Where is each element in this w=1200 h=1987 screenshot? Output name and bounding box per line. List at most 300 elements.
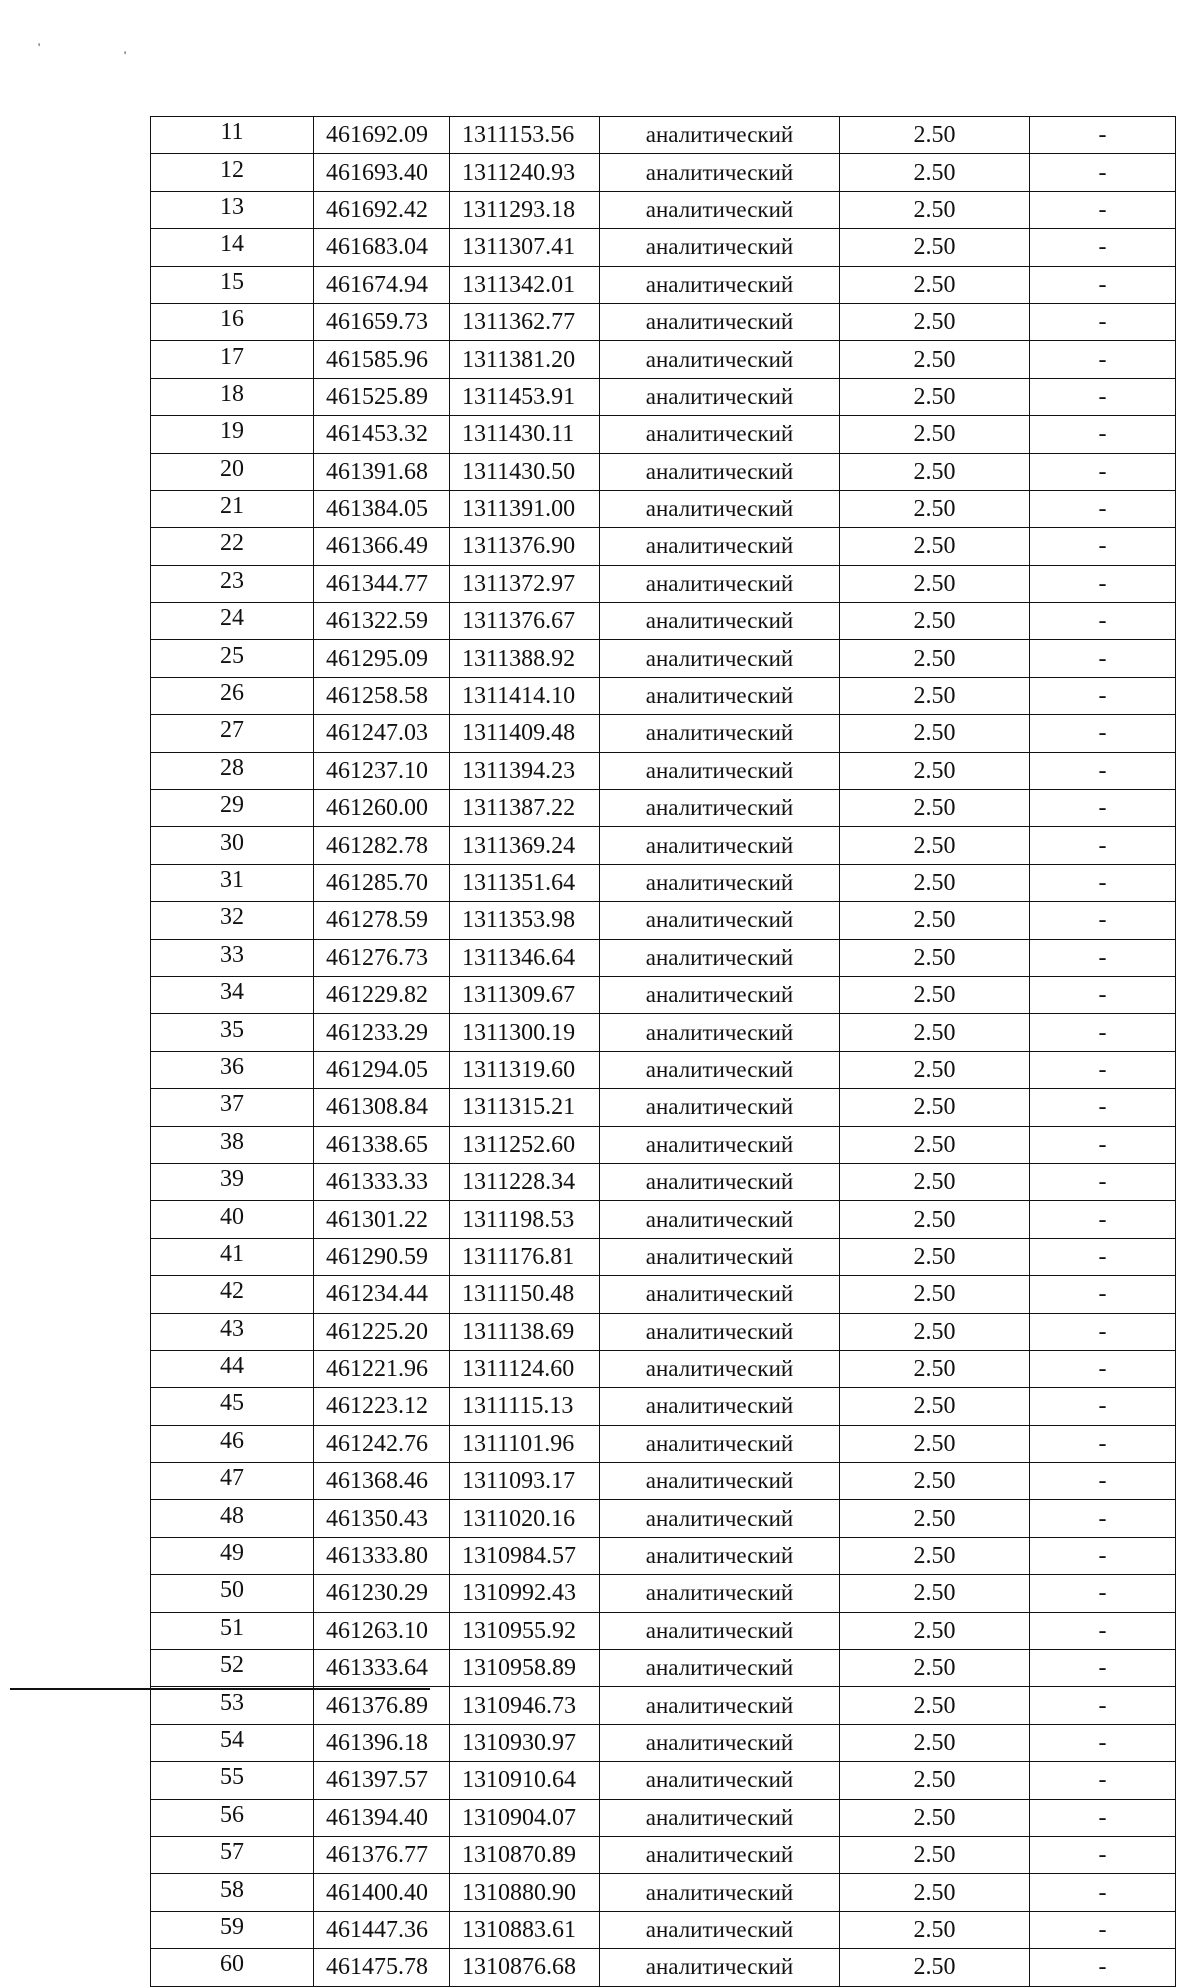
method-cell: аналитический [600, 378, 840, 415]
table-row [151, 416, 1176, 453]
point-number-cell: 19 [151, 416, 314, 453]
table-row [151, 752, 1176, 789]
y-coordinate-cell: 1311414.10 [450, 677, 600, 714]
y-coordinate-cell: 1311293.18 [450, 191, 600, 228]
x-coordinate-cell: 461301.22 [314, 1201, 450, 1238]
point-number-cell: 46 [151, 1425, 314, 1462]
scan-speck-mark: ' [124, 48, 127, 62]
method-cell: аналитический [600, 677, 840, 714]
note-cell: - [1030, 341, 1176, 378]
method-cell: аналитический [600, 1911, 840, 1948]
note-cell: - [1030, 1575, 1176, 1612]
point-number-cell: 14 [151, 229, 314, 266]
y-coordinate-cell: 1311228.34 [450, 1163, 600, 1200]
accuracy-cell: 2.50 [840, 827, 1030, 864]
table-row [151, 1762, 1176, 1799]
accuracy-cell: 2.50 [840, 677, 1030, 714]
point-number-cell: 27 [151, 715, 314, 752]
note-cell: - [1030, 752, 1176, 789]
point-number-cell: 48 [151, 1500, 314, 1537]
note-cell: - [1030, 378, 1176, 415]
note-cell: - [1030, 416, 1176, 453]
y-coordinate-cell: 1310883.61 [450, 1911, 600, 1948]
point-number-cell: 24 [151, 603, 314, 640]
coordinates-table [150, 116, 1176, 1987]
x-coordinate-cell: 461344.77 [314, 565, 450, 602]
table-row [151, 1949, 1176, 1986]
accuracy-cell: 2.50 [840, 1313, 1030, 1350]
y-coordinate-cell: 1311388.92 [450, 640, 600, 677]
note-cell: - [1030, 1762, 1176, 1799]
point-number-cell: 29 [151, 790, 314, 827]
x-coordinate-cell: 461258.58 [314, 677, 450, 714]
note-cell: - [1030, 1500, 1176, 1537]
x-coordinate-cell: 461260.00 [314, 790, 450, 827]
table-row [151, 1537, 1176, 1574]
y-coordinate-cell: 1311093.17 [450, 1463, 600, 1500]
accuracy-cell: 2.50 [840, 1463, 1030, 1500]
y-coordinate-cell: 1311319.60 [450, 1051, 600, 1088]
y-coordinate-cell: 1311376.67 [450, 603, 600, 640]
table-row [151, 790, 1176, 827]
point-number-cell: 58 [151, 1874, 314, 1911]
note-cell: - [1030, 1537, 1176, 1574]
note-cell: - [1030, 1463, 1176, 1500]
note-cell: - [1030, 790, 1176, 827]
point-number-cell: 43 [151, 1313, 314, 1350]
y-coordinate-cell: 1311150.48 [450, 1276, 600, 1313]
note-cell: - [1030, 266, 1176, 303]
x-coordinate-cell: 461447.36 [314, 1911, 450, 1948]
note-cell: - [1030, 1163, 1176, 1200]
y-coordinate-cell: 1311353.98 [450, 902, 600, 939]
accuracy-cell: 2.50 [840, 341, 1030, 378]
accuracy-cell: 2.50 [840, 1126, 1030, 1163]
point-number-cell: 34 [151, 976, 314, 1013]
note-cell: - [1030, 191, 1176, 228]
y-coordinate-cell: 1311391.00 [450, 490, 600, 527]
point-number-cell: 35 [151, 1014, 314, 1051]
point-number-cell: 57 [151, 1836, 314, 1873]
table-row [151, 603, 1176, 640]
point-number-cell: 60 [151, 1949, 314, 1986]
y-coordinate-cell: 1311453.91 [450, 378, 600, 415]
table-row [151, 827, 1176, 864]
y-coordinate-cell: 1310958.89 [450, 1650, 600, 1687]
x-coordinate-cell: 461674.94 [314, 266, 450, 303]
scan-speck-mark: ' [38, 40, 41, 54]
table-row [151, 1650, 1176, 1687]
x-coordinate-cell: 461453.32 [314, 416, 450, 453]
method-cell: аналитический [600, 1313, 840, 1350]
accuracy-cell: 2.50 [840, 1575, 1030, 1612]
x-coordinate-cell: 461263.10 [314, 1612, 450, 1649]
note-cell: - [1030, 640, 1176, 677]
accuracy-cell: 2.50 [840, 790, 1030, 827]
accuracy-cell: 2.50 [840, 1836, 1030, 1873]
table-row [151, 1425, 1176, 1462]
method-cell: аналитический [600, 603, 840, 640]
point-number-cell: 28 [151, 752, 314, 789]
point-number-cell: 41 [151, 1238, 314, 1275]
y-coordinate-cell: 1311307.41 [450, 229, 600, 266]
note-cell: - [1030, 939, 1176, 976]
x-coordinate-cell: 461391.68 [314, 453, 450, 490]
y-coordinate-cell: 1310992.43 [450, 1575, 600, 1612]
table-row [151, 677, 1176, 714]
point-number-cell: 53 [151, 1687, 314, 1724]
y-coordinate-cell: 1311372.97 [450, 565, 600, 602]
accuracy-cell: 2.50 [840, 603, 1030, 640]
method-cell: аналитический [600, 715, 840, 752]
note-cell: - [1030, 864, 1176, 901]
method-cell: аналитический [600, 752, 840, 789]
table-row [151, 528, 1176, 565]
accuracy-cell: 2.50 [840, 1163, 1030, 1200]
point-number-cell: 59 [151, 1911, 314, 1948]
note-cell: - [1030, 1799, 1176, 1836]
accuracy-cell: 2.50 [840, 1089, 1030, 1126]
x-coordinate-cell: 461366.49 [314, 528, 450, 565]
accuracy-cell: 2.50 [840, 1874, 1030, 1911]
accuracy-cell: 2.50 [840, 1537, 1030, 1574]
y-coordinate-cell: 1311020.16 [450, 1500, 600, 1537]
accuracy-cell: 2.50 [840, 1425, 1030, 1462]
table-row [151, 902, 1176, 939]
table-row [151, 378, 1176, 415]
point-number-cell: 12 [151, 154, 314, 191]
method-cell: аналитический [600, 1463, 840, 1500]
x-coordinate-cell: 461233.29 [314, 1014, 450, 1051]
note-cell: - [1030, 677, 1176, 714]
table-row [151, 1089, 1176, 1126]
note-cell: - [1030, 453, 1176, 490]
x-coordinate-cell: 461276.73 [314, 939, 450, 976]
y-coordinate-cell: 1311240.93 [450, 154, 600, 191]
point-number-cell: 26 [151, 677, 314, 714]
point-number-cell: 17 [151, 341, 314, 378]
method-cell: аналитический [600, 1500, 840, 1537]
accuracy-cell: 2.50 [840, 864, 1030, 901]
x-coordinate-cell: 461400.40 [314, 1874, 450, 1911]
note-cell: - [1030, 1126, 1176, 1163]
x-coordinate-cell: 461223.12 [314, 1388, 450, 1425]
method-cell: аналитический [600, 1014, 840, 1051]
x-coordinate-cell: 461294.05 [314, 1051, 450, 1088]
y-coordinate-cell: 1310930.97 [450, 1724, 600, 1761]
accuracy-cell: 2.50 [840, 528, 1030, 565]
y-coordinate-cell: 1311346.64 [450, 939, 600, 976]
y-coordinate-cell: 1311115.13 [450, 1388, 600, 1425]
accuracy-cell: 2.50 [840, 565, 1030, 602]
method-cell: аналитический [600, 1238, 840, 1275]
point-number-cell: 36 [151, 1051, 314, 1088]
y-coordinate-cell: 1310910.64 [450, 1762, 600, 1799]
method-cell: аналитический [600, 902, 840, 939]
accuracy-cell: 2.50 [840, 1724, 1030, 1761]
y-coordinate-cell: 1310870.89 [450, 1836, 600, 1873]
method-cell: аналитический [600, 154, 840, 191]
accuracy-cell: 2.50 [840, 1276, 1030, 1313]
x-coordinate-cell: 461525.89 [314, 378, 450, 415]
footer-rule [10, 1688, 430, 1690]
table-row [151, 1201, 1176, 1238]
point-number-cell: 50 [151, 1575, 314, 1612]
method-cell: аналитический [600, 1575, 840, 1612]
accuracy-cell: 2.50 [840, 939, 1030, 976]
note-cell: - [1030, 229, 1176, 266]
note-cell: - [1030, 1388, 1176, 1425]
accuracy-cell: 2.50 [840, 1014, 1030, 1051]
accuracy-cell: 2.50 [840, 752, 1030, 789]
method-cell: аналитический [600, 1874, 840, 1911]
point-number-cell: 52 [151, 1650, 314, 1687]
coordinates-table-body [151, 117, 1176, 1987]
note-cell: - [1030, 1612, 1176, 1649]
accuracy-cell: 2.50 [840, 453, 1030, 490]
method-cell: аналитический [600, 1276, 840, 1313]
table-row [151, 1163, 1176, 1200]
note-cell: - [1030, 1949, 1176, 1986]
x-coordinate-cell: 461282.78 [314, 827, 450, 864]
method-cell: аналитический [600, 1949, 840, 1986]
y-coordinate-cell: 1311138.69 [450, 1313, 600, 1350]
accuracy-cell: 2.50 [840, 490, 1030, 527]
x-coordinate-cell: 461333.33 [314, 1163, 450, 1200]
accuracy-cell: 2.50 [840, 976, 1030, 1013]
table-row [151, 229, 1176, 266]
note-cell: - [1030, 1014, 1176, 1051]
note-cell: - [1030, 1051, 1176, 1088]
table-row [151, 1500, 1176, 1537]
note-cell: - [1030, 565, 1176, 602]
method-cell: аналитический [600, 191, 840, 228]
note-cell: - [1030, 528, 1176, 565]
point-number-cell: 20 [151, 453, 314, 490]
method-cell: аналитический [600, 1089, 840, 1126]
y-coordinate-cell: 1311124.60 [450, 1350, 600, 1387]
table-row [151, 1799, 1176, 1836]
point-number-cell: 22 [151, 528, 314, 565]
table-row [151, 453, 1176, 490]
method-cell: аналитический [600, 1799, 840, 1836]
accuracy-cell: 2.50 [840, 1388, 1030, 1425]
accuracy-cell: 2.50 [840, 229, 1030, 266]
table-row [151, 939, 1176, 976]
point-number-cell: 13 [151, 191, 314, 228]
point-number-cell: 56 [151, 1799, 314, 1836]
accuracy-cell: 2.50 [840, 1051, 1030, 1088]
x-coordinate-cell: 461229.82 [314, 976, 450, 1013]
y-coordinate-cell: 1311252.60 [450, 1126, 600, 1163]
x-coordinate-cell: 461322.59 [314, 603, 450, 640]
y-coordinate-cell: 1311101.96 [450, 1425, 600, 1462]
method-cell: аналитический [600, 827, 840, 864]
table-row [151, 266, 1176, 303]
table-row [151, 1388, 1176, 1425]
y-coordinate-cell: 1311387.22 [450, 790, 600, 827]
y-coordinate-cell: 1310904.07 [450, 1799, 600, 1836]
x-coordinate-cell: 461230.29 [314, 1575, 450, 1612]
note-cell: - [1030, 902, 1176, 939]
note-cell: - [1030, 1238, 1176, 1275]
x-coordinate-cell: 461295.09 [314, 640, 450, 677]
accuracy-cell: 2.50 [840, 303, 1030, 340]
note-cell: - [1030, 1911, 1176, 1948]
method-cell: аналитический [600, 1762, 840, 1799]
table-row [151, 1350, 1176, 1387]
method-cell: аналитический [600, 490, 840, 527]
table-row [151, 490, 1176, 527]
note-cell: - [1030, 1201, 1176, 1238]
y-coordinate-cell: 1311309.67 [450, 976, 600, 1013]
accuracy-cell: 2.50 [840, 1911, 1030, 1948]
x-coordinate-cell: 461376.77 [314, 1836, 450, 1873]
x-coordinate-cell: 461242.76 [314, 1425, 450, 1462]
table-row [151, 154, 1176, 191]
x-coordinate-cell: 461234.44 [314, 1276, 450, 1313]
point-number-cell: 15 [151, 266, 314, 303]
note-cell: - [1030, 303, 1176, 340]
point-number-cell: 39 [151, 1163, 314, 1200]
note-cell: - [1030, 603, 1176, 640]
point-number-cell: 55 [151, 1762, 314, 1799]
note-cell: - [1030, 490, 1176, 527]
accuracy-cell: 2.50 [840, 1238, 1030, 1275]
y-coordinate-cell: 1311300.19 [450, 1014, 600, 1051]
x-coordinate-cell: 461247.03 [314, 715, 450, 752]
method-cell: аналитический [600, 1650, 840, 1687]
x-coordinate-cell: 461225.20 [314, 1313, 450, 1350]
table-row [151, 303, 1176, 340]
accuracy-cell: 2.50 [840, 1612, 1030, 1649]
table-row [151, 1874, 1176, 1911]
y-coordinate-cell: 1311362.77 [450, 303, 600, 340]
x-coordinate-cell: 461396.18 [314, 1724, 450, 1761]
y-coordinate-cell: 1310880.90 [450, 1874, 600, 1911]
note-cell: - [1030, 117, 1176, 154]
accuracy-cell: 2.50 [840, 1201, 1030, 1238]
method-cell: аналитический [600, 1388, 840, 1425]
method-cell: аналитический [600, 565, 840, 602]
point-number-cell: 21 [151, 490, 314, 527]
note-cell: - [1030, 1425, 1176, 1462]
method-cell: аналитический [600, 528, 840, 565]
table-row [151, 1612, 1176, 1649]
point-number-cell: 47 [151, 1463, 314, 1500]
method-cell: аналитический [600, 1836, 840, 1873]
x-coordinate-cell: 461659.73 [314, 303, 450, 340]
x-coordinate-cell: 461290.59 [314, 1238, 450, 1275]
y-coordinate-cell: 1311342.01 [450, 266, 600, 303]
table-row [151, 864, 1176, 901]
table-row [151, 341, 1176, 378]
table-row [151, 117, 1176, 154]
accuracy-cell: 2.50 [840, 902, 1030, 939]
accuracy-cell: 2.50 [840, 1799, 1030, 1836]
note-cell: - [1030, 1724, 1176, 1761]
point-number-cell: 25 [151, 640, 314, 677]
point-number-cell: 31 [151, 864, 314, 901]
table-row [151, 1051, 1176, 1088]
note-cell: - [1030, 827, 1176, 864]
point-number-cell: 30 [151, 827, 314, 864]
x-coordinate-cell: 461285.70 [314, 864, 450, 901]
y-coordinate-cell: 1311394.23 [450, 752, 600, 789]
y-coordinate-cell: 1311430.50 [450, 453, 600, 490]
table-row [151, 640, 1176, 677]
x-coordinate-cell: 461394.40 [314, 1799, 450, 1836]
table-row [151, 1911, 1176, 1948]
point-number-cell: 23 [151, 565, 314, 602]
note-cell: - [1030, 1089, 1176, 1126]
method-cell: аналитический [600, 341, 840, 378]
method-cell: аналитический [600, 939, 840, 976]
accuracy-cell: 2.50 [840, 416, 1030, 453]
x-coordinate-cell: 461693.40 [314, 154, 450, 191]
accuracy-cell: 2.50 [840, 191, 1030, 228]
y-coordinate-cell: 1310955.92 [450, 1612, 600, 1649]
point-number-cell: 33 [151, 939, 314, 976]
y-coordinate-cell: 1311369.24 [450, 827, 600, 864]
x-coordinate-cell: 461237.10 [314, 752, 450, 789]
note-cell: - [1030, 976, 1176, 1013]
method-cell: аналитический [600, 453, 840, 490]
method-cell: аналитический [600, 1350, 840, 1387]
table-row [151, 1014, 1176, 1051]
note-cell: - [1030, 1874, 1176, 1911]
table-row [151, 1276, 1176, 1313]
x-coordinate-cell: 461384.05 [314, 490, 450, 527]
accuracy-cell: 2.50 [840, 640, 1030, 677]
method-cell: аналитический [600, 1724, 840, 1761]
method-cell: аналитический [600, 1612, 840, 1649]
accuracy-cell: 2.50 [840, 1949, 1030, 1986]
method-cell: аналитический [600, 1163, 840, 1200]
point-number-cell: 37 [151, 1089, 314, 1126]
y-coordinate-cell: 1311376.90 [450, 528, 600, 565]
x-coordinate-cell: 461368.46 [314, 1463, 450, 1500]
y-coordinate-cell: 1311315.21 [450, 1089, 600, 1126]
accuracy-cell: 2.50 [840, 378, 1030, 415]
method-cell: аналитический [600, 1425, 840, 1462]
x-coordinate-cell: 461397.57 [314, 1762, 450, 1799]
note-cell: - [1030, 1350, 1176, 1387]
accuracy-cell: 2.50 [840, 1500, 1030, 1537]
table-row [151, 1238, 1176, 1275]
method-cell: аналитический [600, 1051, 840, 1088]
table-row [151, 1687, 1176, 1724]
table-row [151, 1126, 1176, 1163]
note-cell: - [1030, 1836, 1176, 1873]
method-cell: аналитический [600, 976, 840, 1013]
point-number-cell: 38 [151, 1126, 314, 1163]
table-row [151, 1313, 1176, 1350]
y-coordinate-cell: 1311430.11 [450, 416, 600, 453]
y-coordinate-cell: 1311176.81 [450, 1238, 600, 1275]
method-cell: аналитический [600, 1687, 840, 1724]
method-cell: аналитический [600, 266, 840, 303]
y-coordinate-cell: 1310946.73 [450, 1687, 600, 1724]
x-coordinate-cell: 461475.78 [314, 1949, 450, 1986]
point-number-cell: 40 [151, 1201, 314, 1238]
table-row [151, 565, 1176, 602]
accuracy-cell: 2.50 [840, 154, 1030, 191]
point-number-cell: 11 [151, 117, 314, 154]
y-coordinate-cell: 1310984.57 [450, 1537, 600, 1574]
x-coordinate-cell: 461221.96 [314, 1350, 450, 1387]
table-row [151, 1836, 1176, 1873]
